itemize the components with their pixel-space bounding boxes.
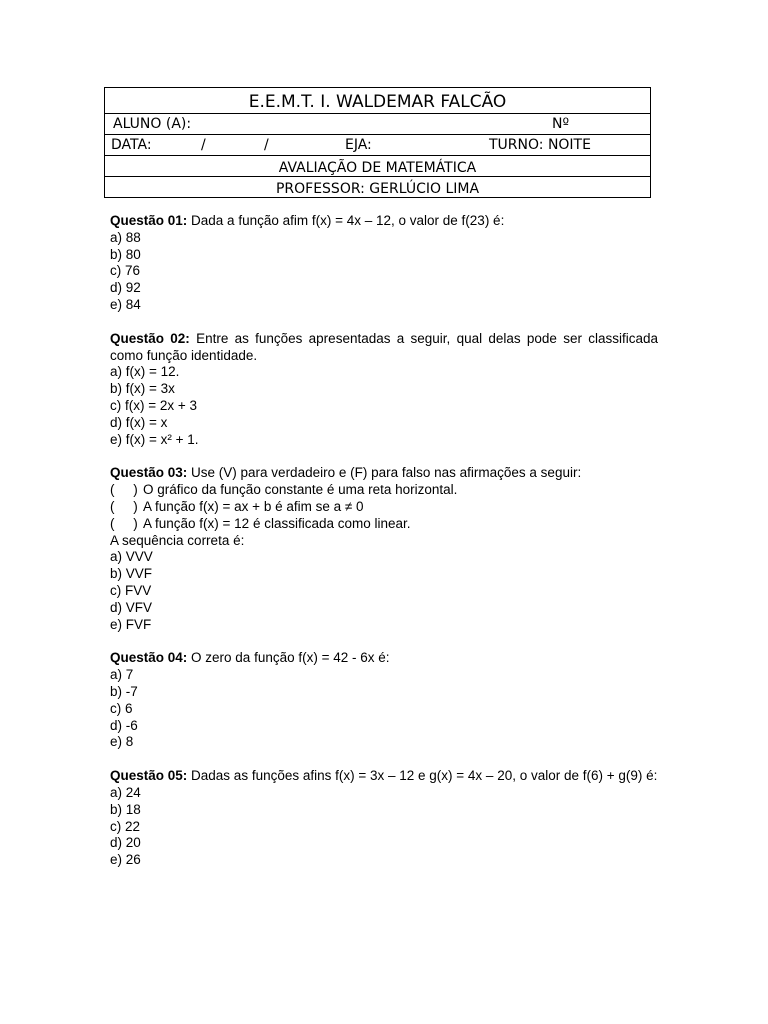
answer-option: d) 20: [110, 835, 141, 851]
answer-option: c) 22: [110, 818, 141, 834]
number-label: Nº: [552, 116, 570, 132]
question-5: [110, 768, 658, 869]
answer-option: a) 88: [110, 229, 141, 245]
answer-option: d) -6: [110, 717, 138, 733]
question-text: Entre as funções apresentadas a seguir, qual delas pode ser classificada como função identidade.: [110, 330, 658, 363]
eja-label: EJA:: [345, 137, 372, 153]
answer-option: c) 6: [110, 700, 133, 716]
answer-option: c) FVV: [110, 582, 152, 598]
question-label: Questão 04:: [110, 650, 188, 666]
question-text: O zero da função f(x) = 42 - 6x é:: [187, 650, 390, 666]
answer-option: a) f(x) = 12.: [110, 364, 180, 380]
question-statement: [110, 331, 658, 365]
question-prompt: A sequência correta é:: [110, 532, 245, 548]
answer-blank: ( ): [110, 498, 138, 514]
professor-row: [105, 177, 651, 198]
answer-option: b) -7: [110, 683, 138, 699]
answer-blank: ( ): [110, 482, 138, 498]
question-statement: [110, 213, 658, 230]
question-label: Questão 05:: [110, 768, 188, 784]
date-slash-1: /: [201, 137, 206, 153]
date-row: [105, 135, 651, 156]
true-false-statement: [110, 516, 658, 533]
statement-text: O gráfico da função constante é uma reta horizontal.: [143, 482, 458, 498]
date-label: DATA:: [111, 137, 152, 153]
true-false-statement: [110, 482, 658, 499]
answer-option: e) FVF: [110, 616, 152, 632]
answer-option: d) 92: [110, 280, 141, 296]
shift-label: TURNO: NOITE: [489, 137, 591, 153]
answer-option: a) 24: [110, 784, 141, 800]
exam-header-table: [104, 87, 651, 198]
answer-option: b) 18: [110, 801, 141, 817]
question-text: Use (V) para verdadeiro e (F) para falso nas afirmações a seguir:: [187, 465, 582, 481]
answer-option: a) 7: [110, 667, 134, 683]
answer-option: c) 76: [110, 263, 141, 279]
question-label: Questão 03:: [110, 465, 188, 481]
question-statement: [110, 650, 658, 667]
answer-option: d) f(x) = x: [110, 414, 168, 430]
answer-option: c) f(x) = 2x + 3: [110, 397, 198, 413]
answer-option: a) VVV: [110, 549, 153, 565]
answer-option: b) f(x) = 3x: [110, 381, 175, 397]
answer-option: b) VVF: [110, 566, 153, 582]
question-label: Questão 02:: [110, 330, 190, 346]
answer-option: b) 80: [110, 246, 141, 262]
question-2: [110, 331, 658, 449]
question-1: [110, 213, 658, 314]
question-statement: [110, 465, 658, 482]
statement-text: A função f(x) = 12 é classificada como linear.: [143, 515, 411, 531]
answer-option: d) VFV: [110, 599, 153, 615]
answer-option: e) 84: [110, 296, 141, 312]
question-3: [110, 465, 658, 633]
true-false-statement: [110, 499, 658, 516]
answer-option: e) f(x) = x² + 1.: [110, 431, 199, 447]
question-text: Dada a função afim f(x) = 4x – 12, o valor de f(23) é:: [187, 213, 505, 228]
school-name: E.E.M.T. I. WALDEMAR FALCÃO: [248, 91, 507, 112]
student-row: [105, 114, 651, 135]
question-statement: [110, 768, 658, 785]
student-name-label: ALUNO (A):: [113, 116, 192, 132]
evaluation-row: [105, 156, 651, 177]
date-slash-2: /: [264, 137, 269, 153]
question-4: [110, 650, 658, 751]
answer-blank: ( ): [110, 515, 138, 531]
answer-option: e) 8: [110, 734, 134, 750]
question-label: Questão 01:: [110, 213, 188, 228]
answer-option: e) 26: [110, 852, 141, 868]
school-name-cell: [105, 88, 651, 114]
question-text: Dadas as funções afins f(x) = 3x – 12 e g(x) = 4x – 20, o valor de f(6) + g(9) é:: [187, 768, 658, 784]
questions-list: [110, 213, 658, 886]
evaluation-title: AVALIAÇÃO DE MATEMÁTICA: [278, 159, 477, 176]
statement-text: A função f(x) = ax + b é afim se a ≠ 0: [143, 498, 364, 514]
professor-name: PROFESSOR: GERLÚCIO LIMA: [275, 180, 480, 197]
